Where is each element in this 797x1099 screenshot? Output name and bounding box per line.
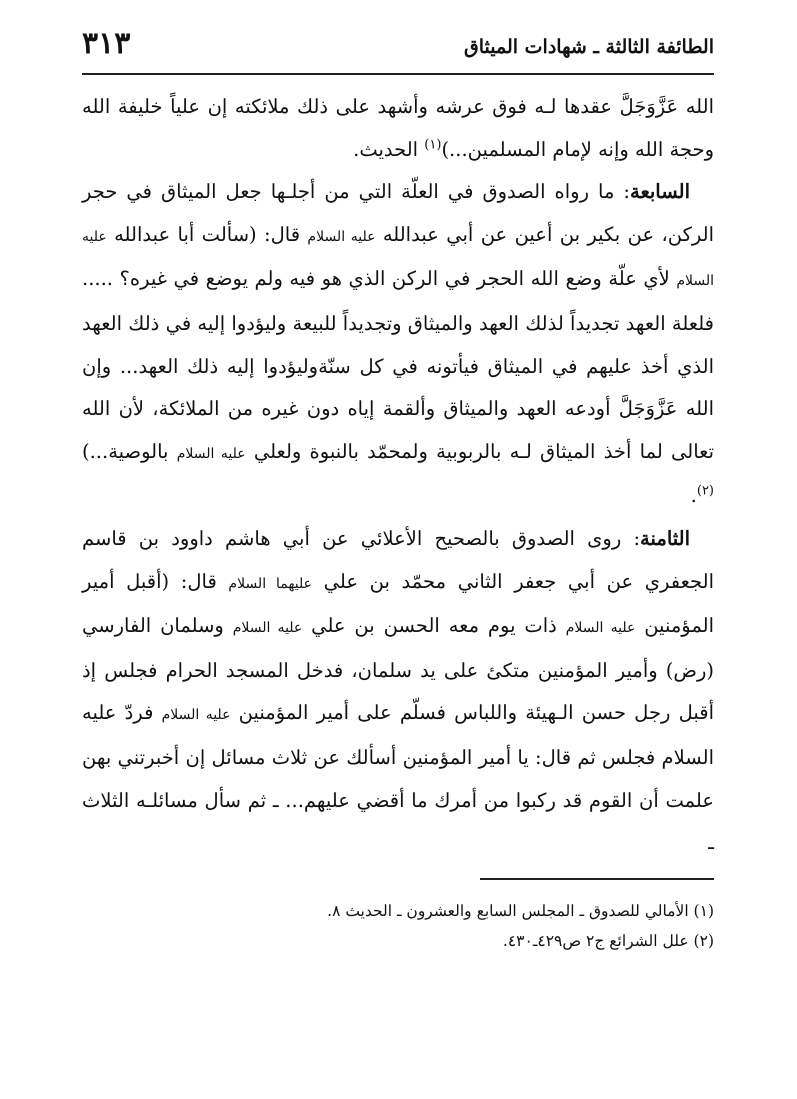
section-lead-seventh: السابعة bbox=[630, 180, 690, 204]
paragraph-text: بالوصية...) bbox=[82, 439, 177, 463]
footnote-ref-2: (٢) bbox=[696, 483, 714, 499]
honorific: عليهما السلام bbox=[228, 575, 312, 592]
paragraph-text: قال: (سألت أبا عبدالله bbox=[106, 222, 308, 246]
paragraph-tail: . bbox=[690, 484, 697, 508]
paragraph-seventh bbox=[82, 171, 714, 518]
paragraph-text: : روى الصدوق بالصحيح الأعلائي عن أبي هاشم داوود بن قاسم الجعفري عن أبي جعفر الثاني محمّد بن علي bbox=[82, 526, 714, 593]
paragraph-eighth bbox=[82, 518, 714, 865]
page-number: ٣١٣ bbox=[82, 26, 131, 61]
honorific: عليه السلام bbox=[161, 707, 231, 724]
paragraph-text: : ما رواه الصدوق في العلّة التي من أجلـها جعل الميثاق في حجر الركن، عن بكير بن أعين عن أبي عبدالله bbox=[82, 180, 715, 246]
footnote-ref-1: (١) bbox=[424, 137, 442, 153]
footnote-1: (١) الأمالي للصدوق ـ المجلس السابع والعشرون ـ الحديث ٨. bbox=[327, 902, 714, 920]
paragraph-text: فردّ عليه السلام فجلس ثم قال: يا أمير المؤمنين أسألك عن ثلاث مسائل إن أخبرتني بهن علمت أن القوم قد ركبوا من أمرك ما أقضي عليهم... ـ ثم سأل مسائلـه الثلاث ـ bbox=[82, 701, 714, 855]
honorific: عليه السلام bbox=[232, 620, 303, 637]
body-text bbox=[82, 86, 714, 865]
paragraph-text: لأي علّة وضع الله الحجر في الركن الذي هو فيه ولم يوضع في غيره؟ ..... فلعلة العهد تجديداً لذلك العهد والميثاق وتجديداً للبيعة وليؤدوا إليه في ذلك العهد الذي أخذ عليهم في الميثاق فيأتونه في كل سنّةوليؤدوا إليه ذلك العهد... وإن الله عَزَّوَجَلَّ أودعه العهد والميثاق وألقمة إياه دون غيره من الملائكة، لأن الله تعالى لما أخذ الميثاق لـه بالربوبية ولمحمّد بالنبوة ولعلي bbox=[82, 267, 714, 463]
footnote-2: (٢) علل الشرائع ج٢ ص٤٢٩ـ٤٣٠. bbox=[502, 932, 714, 950]
paragraph-continuation bbox=[82, 86, 714, 171]
honorific: عليه السلام bbox=[82, 228, 715, 290]
paragraph-text: ذات يوم معه الحسن بن علي bbox=[302, 614, 566, 638]
section-lead-eighth: الثامنة bbox=[640, 526, 690, 550]
honorific: عليه السلام bbox=[565, 620, 636, 637]
honorific: عليه السلام bbox=[307, 228, 376, 245]
paragraph-tail: الحديث. bbox=[353, 137, 425, 161]
paragraph-text: الله عَزَّوَجَلَّ عقدها لـه فوق عرشه وأشهد على ذلك ملائكته إن علياً خليفة الله وحجة الله وإنه لإمام المسلمين...) bbox=[82, 95, 714, 161]
honorific: عليه السلام bbox=[176, 445, 246, 462]
paragraph-text: وسلمان الفارسي (رض) وأمير المؤمنين متكئ على يد سلمان، فدخل المسجد الحرام فجلس إذ أقبل رجل حسن الـهيئة واللباس فسلّم على أمير المؤمنين bbox=[82, 614, 715, 725]
footnotes bbox=[82, 896, 714, 956]
paragraph-text: قال: (أقبل أمير المؤمنين bbox=[82, 569, 714, 638]
page-header bbox=[82, 26, 714, 72]
footnote-divider bbox=[480, 878, 714, 880]
header-divider bbox=[82, 73, 714, 75]
running-title: الطائفة الثالثة ـ شهادات الميثاق bbox=[464, 36, 714, 58]
